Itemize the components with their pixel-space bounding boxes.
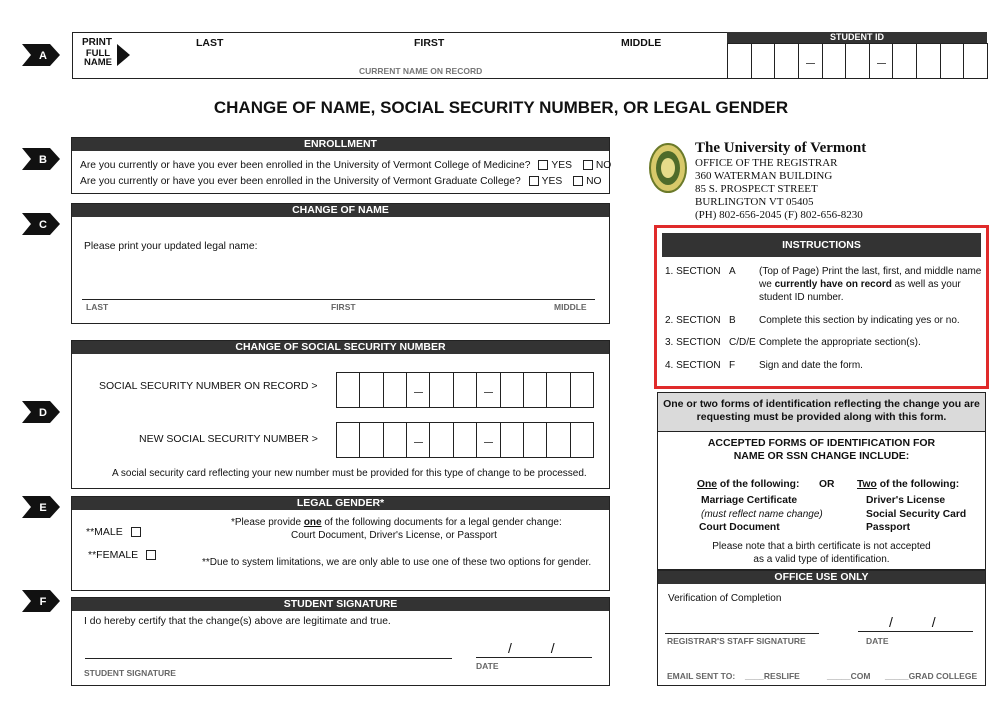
ssn-new-cell[interactable] [546,422,570,458]
dash-separator [484,392,493,393]
current-name-section [72,32,987,79]
id-banner-2: requesting must be provided along with this form. [696,411,947,423]
q2-yes-label: YES [541,176,563,187]
male-label: **MALE [86,526,123,538]
student-id-cell[interactable] [798,43,823,79]
dash-separator [414,442,423,443]
instr-4-sec: F [729,360,736,371]
left-item-2: (must reflect name change) [701,509,823,520]
enrollment-q1-text: Are you currently or have you ever been enrolled in the University of Vermont College of Medicine? [80,160,531,171]
office-date-input[interactable] [858,611,973,631]
marker-f-label: F [39,596,47,608]
ssn-old-cell[interactable] [570,372,594,408]
marker-d [22,401,60,423]
arrow-right-icon [117,44,130,66]
instr-3-num: 3. SECTION [665,337,721,348]
student-id-cell[interactable] [774,43,799,79]
right-item-1: Driver's License [866,495,946,506]
office-date-label: DATE [866,636,889,646]
current-name-label: CURRENT NAME ON RECORD [359,66,483,76]
instr-2-sec: B [729,315,736,326]
male-checkbox[interactable] [131,527,141,537]
ssn-old-cell[interactable] [546,372,570,408]
one-of-heading [697,479,799,490]
marker-f [22,590,60,612]
gender-section [71,496,610,591]
student-id-cell[interactable] [869,43,894,79]
email-com[interactable]: _____COM [827,671,871,681]
ssn-old-cell[interactable] [476,372,500,408]
staff-signature-label: REGISTRAR'S STAFF SIGNATURE [667,636,806,646]
ssn-new-cell[interactable] [570,422,594,458]
q1-no-checkbox[interactable] [583,160,593,170]
instructions-header: INSTRUCTIONS [782,239,861,251]
q1-no-label: NO [595,160,612,171]
enrollment-section [71,137,610,194]
ssn-old-cell[interactable] [429,372,453,408]
enrollment-q1 [80,160,611,171]
birth-note-2: as a valid type of identification. [753,554,890,565]
new-last-label: LAST [86,302,109,312]
ssn-new-cell[interactable] [336,422,360,458]
email-grad[interactable]: _____GRAD COLLEGE [885,671,978,681]
ssn-new-cell[interactable] [476,422,500,458]
new-first-label: FIRST [331,302,356,312]
instr-1-text-a: (Top of Page) Print the last, first, and middle name [759,266,982,277]
office-date-separator: / / [889,614,936,630]
student-id-label: STUDENT ID [830,32,884,42]
certify-text: I do hereby certify that the change(s) above are legitimate and true. [84,616,391,627]
ssn-new-cell[interactable] [523,422,547,458]
ssn-new-input[interactable] [336,422,593,458]
or-label: OR [819,479,835,490]
staff-signature-line [665,633,819,634]
ssn-note: A social security card reflecting your new number must be provided for this type of change to be processed. [112,468,587,479]
instr-2-num: 2. SECTION [665,315,721,326]
uvm-name: The University of Vermont [695,140,867,156]
new-name-line [82,299,595,300]
ssn-old-cell[interactable] [383,372,407,408]
ssn-new-cell[interactable] [453,422,477,458]
office-use-section [657,570,986,686]
dash-separator [877,63,886,64]
student-id-input[interactable] [727,43,987,78]
female-option [88,549,159,561]
signature-line [85,658,452,659]
instr-4-text: Sign and date the form. [759,360,863,371]
gender-note-1b: one [303,517,322,528]
gender-note-1c: of the following documents for a legal gender change: [321,517,562,528]
marker-c [22,213,60,235]
instr-1-b1: we [759,279,775,290]
office-date-line [858,631,973,632]
uvm-line3: 85 S. PROSPECT STREET [695,183,818,195]
gender-header: LEGAL GENDER* [72,497,609,510]
instr-3-sec: C/D/E [729,337,756,348]
ssn-old-cell[interactable] [453,372,477,408]
marker-e-label: E [39,502,47,514]
q2-no-label: NO [586,176,602,187]
birth-note-1: Please note that a birth certificate is not accepted [712,541,931,552]
instr-1-text-c: student ID number. [759,292,844,303]
instr-2-text: Complete this section by indicating yes or no. [759,315,960,326]
one-rest: of the following: [717,479,800,490]
staff-signature-input[interactable] [665,611,819,633]
uvm-line5: (PH) 802-656-2045 (F) 802-656-8230 [695,209,863,221]
ssn-new-cell[interactable] [383,422,407,458]
student-signature-label: STUDENT SIGNATURE [84,668,176,678]
ssn-old-cell[interactable] [336,372,360,408]
ssn-header: CHANGE OF SOCIAL SECURITY NUMBER [72,341,609,354]
verification-label: Verification of Completion [668,593,782,604]
dash-separator [414,392,423,393]
instr-4-num: 4. SECTION [665,360,721,371]
id-banner [658,393,985,432]
print-label: PRINT [82,37,112,48]
accepted-1: ACCEPTED FORMS OF IDENTIFICATION FOR [707,437,936,449]
ssn-new-cell[interactable] [500,422,524,458]
accepted-2: NAME OR SSN CHANGE INCLUDE: [733,450,910,462]
current-name-input[interactable] [133,50,726,66]
q2-yes-checkbox[interactable] [529,176,539,186]
two-rest: of the following: [876,479,960,490]
marker-b-label: B [39,154,47,166]
q1-yes-checkbox[interactable] [538,160,548,170]
name-change-prompt: Please print your updated legal name: [84,241,258,252]
right-item-2: Social Security Card [866,509,967,520]
ssn-on-record-input[interactable] [336,372,593,408]
last-label: LAST [196,37,224,49]
ssn-new-label: NEW SOCIAL SECURITY NUMBER > [139,433,318,445]
enrollment-header: ENROLLMENT [72,138,609,151]
uvm-line2: 360 WATERMAN BUILDING [695,170,833,182]
ssn-section [71,340,610,489]
enrollment-q2 [80,176,602,187]
student-date-input[interactable] [476,636,592,656]
two-of-heading [857,479,959,490]
one-word: One [697,479,718,490]
male-option [86,526,144,538]
name-change-section [71,203,610,324]
gender-note-3: **Due to system limitations, we are only able to use one of these two options for gender. [202,557,592,568]
instr-1-text-b [759,279,961,290]
instr-1-b2: currently have on record [774,279,892,290]
date-line [476,657,592,658]
instr-3-text: Complete the appropriate section(s). [759,337,921,348]
student-id-cell[interactable] [916,43,941,79]
q1-yes-label: YES [551,160,572,171]
marker-c-label: C [39,219,47,231]
right-item-3: Passport [866,522,911,533]
female-label: **FEMALE [88,549,139,561]
instructions-highlight [654,225,989,389]
full-name-label: FULL NAME [84,48,112,68]
gender-note-1a: *Please provide [231,517,304,528]
ssn-old-cell[interactable] [406,372,430,408]
student-id-cell[interactable] [727,43,752,79]
middle-label: MIDDLE [621,37,662,49]
id-banner-1: One or two forms of identification reflecting the change you are [663,398,980,410]
email-reslife[interactable]: ____RESLIFE [745,671,800,681]
dash-separator [806,63,815,64]
student-id-cell[interactable] [940,43,965,79]
gender-note-2: Court Document, Driver's License, or Passport [291,530,497,541]
signature-header: STUDENT SIGNATURE [72,598,609,611]
gender-note-1 [231,517,562,528]
student-date-label: DATE [476,661,499,671]
ssn-old-cell[interactable] [359,372,383,408]
email-sent-label: EMAIL SENT TO: [667,671,736,681]
left-item-1: Marriage Certificate [701,495,798,506]
uvm-line4: BURLINGTON VT 05405 [695,196,814,208]
marker-b [22,148,60,170]
student-id-cell[interactable] [892,43,917,79]
signature-section [71,597,610,686]
two-word: Two [857,479,877,490]
dash-separator [484,442,493,443]
female-checkbox[interactable] [146,550,156,560]
instructions-header-bar [662,233,981,257]
instr-1-num: 1. SECTION [665,266,721,277]
ssn-old-cell[interactable] [523,372,547,408]
ssn-old-cell[interactable] [500,372,524,408]
date-separator: / / [508,640,555,656]
marker-a-label: A [39,50,47,62]
name-change-header: CHANGE OF NAME [72,204,609,217]
marker-e [22,496,60,518]
marker-a [22,44,60,66]
uvm-line1: OFFICE OF THE REGISTRAR [695,157,838,169]
marker-d-label: D [39,407,47,419]
left-item-3: Court Document [699,522,780,533]
office-header: OFFICE USE ONLY [658,571,985,584]
page-title: CHANGE OF NAME, SOCIAL SECURITY NUMBER, OR LEGAL GENDER [213,98,789,117]
student-id-cell[interactable] [845,43,870,79]
new-name-input[interactable] [82,256,595,298]
student-signature-input[interactable] [85,633,452,657]
uvm-seal-logo [649,143,687,193]
ssn-new-cell[interactable] [406,422,430,458]
student-id-header [727,32,987,43]
student-id-cell[interactable] [963,43,988,79]
ssn-new-cell[interactable] [359,422,383,458]
ssn-on-record-label: SOCIAL SECURITY NUMBER ON RECORD > [99,380,318,392]
enrollment-q2-text: Are you currently or have you ever been enrolled in the University of Vermont Graduate College? [80,176,521,187]
new-middle-label: MIDDLE [554,302,587,312]
student-id-cell[interactable] [751,43,776,79]
student-id-cell[interactable] [822,43,847,79]
q2-no-checkbox[interactable] [573,176,583,186]
first-label: FIRST [414,37,445,49]
id-info-box [657,392,986,570]
instr-1-sec: A [729,266,736,277]
ssn-new-cell[interactable] [429,422,453,458]
instr-1-b3: as well as your [891,279,961,290]
